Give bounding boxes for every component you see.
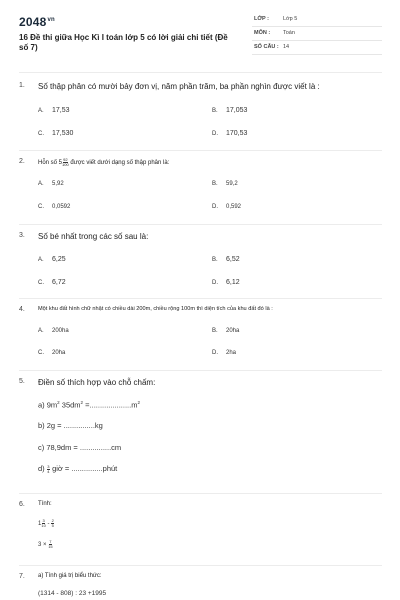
option-value: 59,2 [226, 181, 238, 187]
option-value: 17,530 [52, 130, 74, 137]
question-text: Một khu đất hình chữ nhật có chiều dài 200m, chiều rộng 100m thì diện tích của khu đất đó là : [38, 306, 273, 312]
question-number: 6. [19, 501, 25, 508]
fraction-numerator: 3 [42, 518, 45, 523]
option-letter: B. [212, 257, 218, 263]
fraction-numerator: 2 [51, 518, 54, 523]
option-b[interactable] [212, 181, 238, 187]
option-value: 20ha [52, 350, 66, 356]
option-value: 6,25 [52, 256, 66, 263]
question-text: Số bé nhất trong các số sau là: [38, 232, 149, 241]
fill-line-a[interactable] [38, 400, 140, 410]
divider [19, 493, 382, 494]
question-number: 4. [19, 306, 25, 313]
question-number: 1. [19, 82, 25, 89]
question-1 [19, 82, 382, 142]
option-a[interactable] [38, 328, 69, 334]
meta-row-grade [252, 14, 382, 27]
option-letter: C. [38, 350, 44, 356]
question-text: a) Tính giá trị biểu thức: [38, 573, 102, 579]
fraction-denominator: 15 [48, 544, 53, 549]
option-letter: B. [212, 108, 218, 114]
question-number: 7. [19, 573, 25, 580]
site-logo[interactable] [19, 15, 55, 29]
line-text: d) [38, 464, 47, 473]
option-b[interactable] [212, 328, 239, 334]
option-value: 6,52 [226, 256, 240, 263]
question-number: 3. [19, 232, 25, 239]
option-a[interactable] [38, 256, 66, 263]
option-letter: D. [212, 204, 218, 210]
expr-whole: 1 [38, 521, 42, 528]
expr-whole: 3 × [38, 542, 49, 549]
question-2 [19, 158, 382, 218]
fraction-denominator: 5 [51, 523, 54, 528]
option-value: 0,0592 [52, 204, 71, 210]
question-5 [19, 378, 382, 388]
option-a[interactable] [38, 181, 64, 187]
fraction-numerator: 3 [47, 463, 50, 469]
option-d[interactable] [212, 204, 241, 210]
divider [19, 298, 382, 299]
divider [19, 150, 382, 151]
option-value: 6,12 [226, 279, 240, 286]
option-letter: D. [212, 350, 218, 356]
option-c[interactable] [38, 130, 73, 137]
meta-key: LỚP : [254, 16, 269, 22]
question-3 [19, 232, 382, 292]
meta-row-subject [252, 28, 382, 41]
fill-line-d[interactable] [38, 464, 117, 474]
option-b[interactable] [212, 107, 247, 114]
option-letter: A. [38, 108, 44, 114]
option-value: 0,592 [226, 204, 242, 210]
option-letter: A. [38, 328, 44, 334]
divider [19, 565, 382, 566]
option-value: 6,72 [52, 279, 66, 286]
document-title: 16 Đề thi giữa Học Kì I toán lớp 5 có lời giải chi tiết (Đề số 7) [19, 33, 228, 52]
question-4 [19, 306, 382, 366]
option-letter: A. [38, 257, 44, 263]
meta-value: 14 [283, 44, 290, 50]
question-text: Tính: [38, 501, 52, 507]
divider [19, 370, 382, 371]
fraction-denominator: 100 [62, 162, 69, 167]
fraction [51, 519, 54, 528]
meta-value: Toán [283, 30, 295, 36]
option-value: 17,53 [52, 107, 70, 114]
expression-3: (1314 - 808) : 23 +1995 [38, 590, 107, 597]
fraction-numerator: 92 [63, 157, 68, 162]
fraction-denominator: 10 [41, 523, 46, 528]
option-value: 20ha [226, 328, 240, 334]
fraction [62, 158, 69, 167]
meta-value: Lớp 5 [283, 16, 298, 22]
meta-row-question-count [252, 42, 382, 55]
option-letter: C. [38, 131, 44, 137]
divider [19, 224, 382, 225]
option-d[interactable] [212, 279, 240, 286]
option-b[interactable] [212, 256, 240, 263]
line-text: 35dm [59, 400, 81, 410]
question-text-post: được viết dưới dạng số thập phân là: [68, 160, 170, 167]
superscript: 2 [137, 400, 140, 405]
option-value: 170,53 [226, 130, 248, 137]
line-text: a) 9m [38, 400, 58, 410]
superscript: 2 [57, 400, 60, 405]
option-d[interactable] [212, 350, 236, 356]
option-letter: C. [38, 204, 44, 210]
option-value: 2ha [226, 350, 237, 356]
option-value: 200ha [52, 328, 69, 334]
meta-key: MÔN : [254, 30, 271, 36]
question-text [38, 158, 169, 167]
meta-key: SỐ CÂU : [254, 44, 279, 50]
question-text-pre: Hỗn số 5 [38, 160, 63, 167]
question-7 [19, 573, 382, 583]
option-a[interactable] [38, 107, 70, 114]
line-text: =....................m [83, 400, 138, 410]
option-letter: C. [38, 280, 44, 286]
option-letter: D. [212, 131, 218, 137]
fraction-numerator: 7 [49, 539, 52, 544]
option-value: 5,92 [52, 181, 64, 187]
expr-operator: - [45, 521, 52, 528]
option-value: 17,053 [226, 107, 248, 114]
question-number: 2. [19, 158, 25, 165]
option-c[interactable] [38, 204, 70, 210]
expression-1 [38, 519, 54, 528]
option-d[interactable] [212, 130, 247, 137]
expression-2 [38, 540, 53, 549]
line-text: giờ = ...............phút [50, 464, 118, 473]
question-text: Số thập phân có mười bảy đơn vị, năm phần trăm, ba phần nghìn được viết là : [38, 82, 320, 91]
option-c[interactable] [38, 350, 65, 356]
fraction-denominator: 4 [47, 468, 50, 474]
option-letter: D. [212, 280, 218, 286]
option-letter: B. [212, 181, 218, 187]
logo-suffix: vn [47, 17, 55, 23]
superscript: 2 [80, 400, 84, 405]
fill-line-c[interactable]: c) 78,9dm = ...............cm [38, 443, 122, 452]
question-text: Điền số thích hợp vào chỗ chấm: [38, 378, 156, 387]
fraction [48, 540, 52, 549]
option-c[interactable] [38, 279, 66, 286]
question-6 [19, 501, 382, 511]
logo-text: 2048 [19, 15, 47, 29]
question-number: 5. [19, 378, 25, 385]
option-letter: A. [38, 181, 44, 187]
divider [19, 72, 382, 73]
option-letter: B. [212, 328, 218, 334]
fill-line-b[interactable]: b) 2g = ...............kg [38, 421, 103, 430]
